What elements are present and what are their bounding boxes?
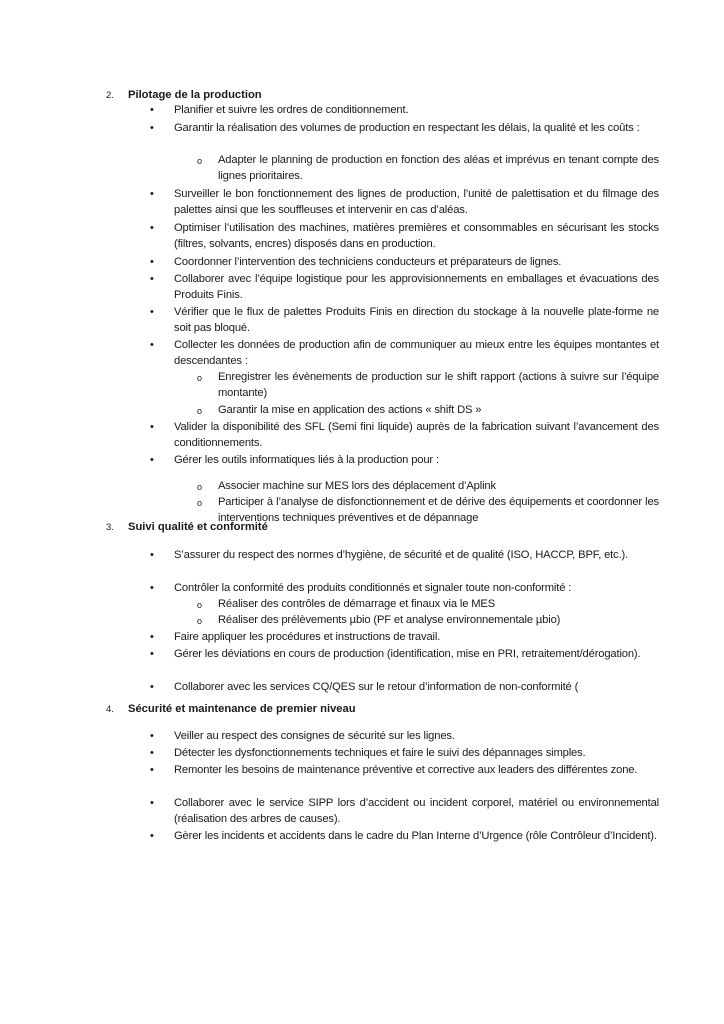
list-item: Vérifier que le flux de palettes Produits Finis en direction du stockage à la nouvelle plate-forme ne soit pas bloqué. <box>174 306 659 334</box>
list-item: Gérer les déviations en cours de production (identification, mise en PRI, retraitement/dérogation). <box>174 648 641 660</box>
list-item: Remonter les besoins de maintenance préventive et corrective aux leaders des différentes zone. <box>174 764 638 776</box>
list-subitem: Réaliser des contrôles de démarrage et finaux via le MES <box>218 598 496 610</box>
section-number: 2. <box>106 90 114 101</box>
sub-bullet-icon: o <box>197 482 203 492</box>
sub-bullet-icon: o <box>197 498 203 508</box>
sub-bullet-icon: o <box>197 406 203 416</box>
bullet-icon: • <box>150 188 154 200</box>
list-item: Garantir la réalisation des volumes de production en respectant les délais, la qualité et les coûts : <box>174 122 640 134</box>
sub-bullet-icon: o <box>197 373 203 383</box>
sub-bullet-icon: o <box>197 616 203 626</box>
section-title: Sécurité et maintenance de premier niveau <box>128 703 356 715</box>
section-number: 4. <box>106 704 114 715</box>
list-item: Optimiser l’utilisation des machines, matières premières et consommables en sécurisant les stocks (filtres, solvants, encres) disposés dans en production. <box>174 222 659 250</box>
list-item: Collaborer avec le service SIPP lors d’accident ou incident corporel, matériel ou environnemental (réalisation des arbres de causes). <box>174 797 659 825</box>
bullet-icon: • <box>150 421 154 433</box>
list-item: Gérer les outils informatiques liés à la production pour : <box>174 454 439 466</box>
bullet-icon: • <box>150 222 154 234</box>
bullet-icon: • <box>150 306 154 318</box>
list-subitem: Garantir la mise en application des actions « shift DS » <box>218 404 482 416</box>
section-heading <box>106 520 268 535</box>
bullet-icon: • <box>150 631 154 643</box>
list-subitem: Enregistrer les évènements de production sur le shift rapport (actions à suivre sur l’équipe montante) <box>218 371 659 399</box>
list-item: Faire appliquer les procédures et instructions de travail. <box>174 631 441 643</box>
list-item: Coordonner l’intervention des techniciens conducteurs et préparateurs de lignes. <box>174 256 562 268</box>
bullet-icon: • <box>150 104 154 116</box>
list-subitem: Participer à l’analyse de disfonctionnement et de dérive des équipements et coordonner les interventions techniques préventives et de dépannage <box>218 496 659 524</box>
list-item: Collaborer avec l’équipe logistique pour les approvisionnements en emballages et évacuations des Produits Finis. <box>174 273 659 301</box>
list-item: S’assurer du respect des normes d’hygiène, de sécurité et de qualité (ISO, HACCP, BPF, etc.). <box>174 549 629 561</box>
bullet-icon: • <box>150 339 154 351</box>
bullet-icon: • <box>150 797 154 809</box>
list-item: Contrôler la conformité des produits conditionnés et signaler toute non-conformité : <box>174 582 572 594</box>
bullet-icon: • <box>150 747 154 759</box>
section-heading <box>106 702 356 717</box>
bullet-icon: • <box>150 122 154 134</box>
list-item: Collecter les données de production afin de communiquer au mieux entre les équipes montantes et descendantes : <box>174 339 659 367</box>
bullet-icon: • <box>150 582 154 594</box>
bullet-icon: • <box>150 648 154 660</box>
list-item: Gèrer les incidents et accidents dans le cadre du Plan Interne d’Urgence (rôle Contrôleur d’Incident). <box>174 830 657 842</box>
list-item: Planifier et suivre les ordres de conditionnement. <box>174 104 409 116</box>
section-heading <box>106 88 262 103</box>
sub-bullet-icon: o <box>197 600 203 610</box>
section-title: Suivi qualité et conformité <box>128 521 268 533</box>
section-number: 3. <box>106 522 114 533</box>
list-item: Surveiller le bon fonctionnement des lignes de production, l’unité de palettisation et du filmage des palettes ainsi que les souffleuses et intervenir en cas d’aléas. <box>174 188 659 216</box>
sub-bullet-icon: o <box>197 156 203 166</box>
list-subitem: Adapter le planning de production en fonction des aléas et imprévus en tenant compte des lignes prioritaires. <box>218 154 659 182</box>
bullet-icon: • <box>150 454 154 466</box>
bullet-icon: • <box>150 830 154 842</box>
section-title: Pilotage de la production <box>128 89 262 101</box>
list-item: Détecter les dysfonctionnements techniques et faire le suivi des dépannages simples. <box>174 747 586 759</box>
bullet-icon: • <box>150 730 154 742</box>
list-item: Valider la disponibilité des SFL (Semi fini liquide) auprès de la fabrication suivant l’avancement des conditionnements. <box>174 421 659 449</box>
bullet-icon: • <box>150 681 154 693</box>
bullet-icon: • <box>150 549 154 561</box>
list-item: Veiller au respect des consignes de sécurité sur les lignes. <box>174 730 455 742</box>
bullet-icon: • <box>150 256 154 268</box>
bullet-icon: • <box>150 764 154 776</box>
list-subitem: Associer machine sur MES lors des déplacement d’Aplink <box>218 480 496 492</box>
bullet-icon: • <box>150 273 154 285</box>
list-subitem: Réaliser des prélèvements µbio (PF et analyse environnementale µbio) <box>218 614 561 626</box>
list-item: Collaborer avec les services CQ/QES sur le retour d’information de non-conformité ( <box>174 681 579 693</box>
